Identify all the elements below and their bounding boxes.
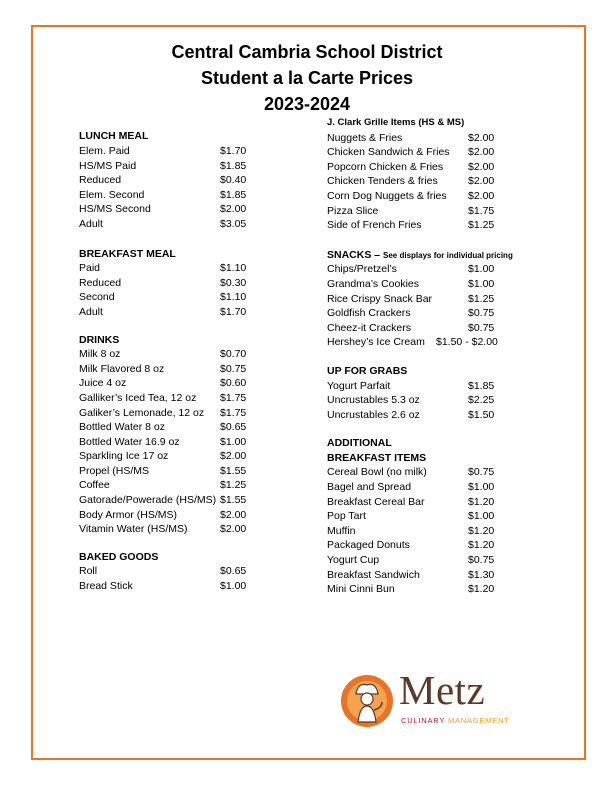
item-price: $2.00 <box>468 189 495 202</box>
item-price: $1.55 <box>220 494 247 507</box>
item-name: Cheez-it Crackers <box>327 321 412 334</box>
list-item <box>79 406 279 421</box>
list-item <box>79 347 279 362</box>
item-name: Corn Dog Nuggets & fries <box>327 189 447 202</box>
item-price: $1.75 <box>468 204 495 217</box>
item-name: Breakfast Sandwich <box>327 568 420 581</box>
item-name: Reduced <box>79 174 122 187</box>
item-name: Gatorade/Powerade (HS/MS) <box>79 494 217 507</box>
item-price: $0.65 <box>220 565 247 578</box>
list-item <box>327 524 547 539</box>
item-name: Uncrustables 2.6 oz <box>327 408 420 421</box>
list-item <box>79 391 279 406</box>
item-price: $1.85 <box>220 159 247 172</box>
item-price: $0.60 <box>220 377 247 390</box>
list-item <box>327 174 547 189</box>
item-name: Sparkling Ice 17 oz <box>79 450 169 463</box>
list-item <box>327 292 547 307</box>
item-name: Milk 8 oz <box>79 348 121 361</box>
list-item <box>79 305 279 320</box>
item-price: $2.00 <box>220 450 247 463</box>
item-price: $2.00 <box>220 523 247 536</box>
page-title: Student a la Carte Prices <box>200 68 414 88</box>
list-item <box>327 408 547 423</box>
left-column <box>79 128 279 594</box>
list-item <box>79 159 279 174</box>
list-item <box>327 306 547 321</box>
item-name: Propel (HS/MS <box>79 464 150 477</box>
list-item <box>79 217 279 232</box>
item-name: Nuggets & Fries <box>327 131 403 144</box>
item-price: $1.00 <box>220 435 247 448</box>
item-price: $1.10 <box>220 291 247 304</box>
item-price: $0.75 <box>468 321 495 334</box>
list-item <box>79 261 279 276</box>
section-title: BAKED GOODS <box>79 550 159 563</box>
list-item <box>327 335 547 350</box>
list-item <box>79 464 279 479</box>
item-name: Coffee <box>79 479 110 492</box>
metz-logo <box>338 667 518 732</box>
item-price: $1.20 <box>468 524 495 537</box>
item-price: $2.00 <box>468 160 495 173</box>
section-title: UP FOR GRABS <box>327 364 408 377</box>
item-name: Galliker’s Iced Tea, 12 oz <box>79 391 197 404</box>
item-name: Bread Stick <box>79 580 133 593</box>
list-item <box>79 522 279 537</box>
list-item <box>327 495 547 510</box>
item-name: Chicken Sandwich & Fries <box>327 146 450 159</box>
item-price: $2.00 <box>468 131 495 144</box>
item-price: $1.00 <box>468 277 495 290</box>
list-item <box>327 465 547 480</box>
item-name: Pizza Slice <box>327 204 379 217</box>
snacks-note: See displays for individual pricing <box>383 250 513 260</box>
list-item <box>327 321 547 336</box>
list-item <box>79 290 279 305</box>
item-price: $1.75 <box>220 406 247 419</box>
list-item <box>327 189 547 204</box>
item-price: $1.85 <box>220 188 247 201</box>
item-price: $0.75 <box>468 554 495 567</box>
item-name: Yogurt Parfait <box>327 379 391 392</box>
item-name: Paid <box>79 262 101 275</box>
item-price: $1.00 <box>468 481 495 494</box>
item-name: Vitamin Water (HS/MS) <box>79 523 188 536</box>
item-price: $1.70 <box>220 305 247 318</box>
logo-wordmark: Metz <box>399 667 486 713</box>
item-name: Chips/Pretzel’s <box>327 263 397 276</box>
list-item <box>327 379 547 394</box>
list-item <box>327 218 547 233</box>
item-price: $1.55 <box>220 464 247 477</box>
item-name: Hershey’s Ice Cream <box>327 336 425 349</box>
item-price: $2.00 <box>220 203 247 216</box>
item-name: HS/MS Paid <box>79 159 137 172</box>
item-name: Juice 4 oz <box>79 377 127 390</box>
item-name: Milk Flavored 8 oz <box>79 362 165 375</box>
item-price: $1.25 <box>220 479 247 492</box>
section-title: ADDITIONAL <box>327 437 392 450</box>
list-item <box>79 493 279 508</box>
item-name: Uncrustables 5.3 oz <box>327 394 420 407</box>
item-name: Packaged Donuts <box>327 539 410 552</box>
item-price: $1.70 <box>220 145 247 157</box>
list-item <box>79 376 279 391</box>
item-name: Muffin <box>327 524 356 537</box>
list-item <box>79 449 279 464</box>
item-name: Elem. Paid <box>79 145 130 157</box>
item-price: $1.00 <box>468 263 495 276</box>
list-item <box>79 508 279 523</box>
item-name: Elem. Second <box>79 188 145 201</box>
item-price: $1.30 <box>468 568 495 581</box>
item-name: Bagel and Spread <box>327 481 412 494</box>
list-item <box>79 188 279 203</box>
list-item <box>327 204 547 219</box>
item-name: Bottled Water 16.9 oz <box>79 435 180 448</box>
district-title: Central Cambria School District <box>171 42 443 62</box>
item-price: $3.05 <box>220 217 247 230</box>
item-price: $2.00 <box>220 508 247 521</box>
item-price: $1.25 <box>468 292 495 305</box>
item-price: $1.10 <box>220 262 247 275</box>
item-price: $1.00 <box>220 580 247 593</box>
item-name: Pop Tart <box>327 510 366 523</box>
item-name: Breakfast Cereal Bar <box>327 495 425 508</box>
list-item <box>327 160 547 175</box>
section-title: BREAKFAST MEAL <box>79 247 176 260</box>
item-price: $1.25 <box>468 219 495 232</box>
section-title <box>327 248 547 263</box>
item-price: $0.70 <box>220 348 247 361</box>
item-price: $1.20 <box>468 539 495 552</box>
list-item <box>327 568 547 583</box>
item-price: $2.25 <box>468 394 495 407</box>
list-item <box>327 480 547 495</box>
list-item <box>327 393 547 408</box>
item-name: Yogurt Cup <box>327 554 380 567</box>
list-item <box>79 420 279 435</box>
list-item <box>79 579 279 594</box>
item-name: Mini Cinni Bun <box>327 583 395 596</box>
item-name: Bottled Water 8 oz <box>79 421 165 434</box>
section-title: DRINKS <box>79 333 120 346</box>
section-title: LUNCH MEAL <box>79 130 149 142</box>
list-item <box>79 564 279 579</box>
list-item <box>327 538 547 553</box>
list-item <box>79 173 279 188</box>
item-name: Adult <box>79 217 103 230</box>
item-price: $2.00 <box>468 175 495 188</box>
list-item <box>79 435 279 450</box>
list-item <box>327 131 547 146</box>
item-name: Side of French Fries <box>327 219 422 232</box>
list-item <box>327 277 547 292</box>
item-price: $1.50 - $2.00 <box>436 336 498 349</box>
item-price: $0.75 <box>468 307 495 320</box>
item-price: $2.00 <box>468 146 495 159</box>
section-title: J. Clark Grille Items (HS & MS) <box>327 117 465 128</box>
list-item <box>79 202 279 217</box>
item-name: Chicken Tenders & fries <box>327 175 438 188</box>
school-year: 2023-2024 <box>263 94 351 114</box>
item-name: Rice Crispy Snack Bar <box>327 292 433 305</box>
list-item <box>79 362 279 377</box>
item-price: $1.20 <box>468 583 495 596</box>
snacks-title: SNACKS – <box>327 248 384 261</box>
item-price: $1.20 <box>468 495 495 508</box>
item-name: Body Armor (HS/MS) <box>79 508 178 521</box>
right-column <box>327 116 547 597</box>
item-name: Popcorn Chicken & Fries <box>327 160 444 173</box>
logo-tagline: CULINARY MANAGEMENT <box>401 716 510 725</box>
item-price: $0.75 <box>468 466 495 479</box>
item-price: $1.85 <box>468 379 495 392</box>
item-name: Second <box>79 291 115 304</box>
item-name: Galiker’s Lemonade, 12 oz <box>79 406 205 419</box>
item-name: Roll <box>79 565 98 578</box>
list-item <box>327 145 547 160</box>
item-price: $1.75 <box>220 391 247 404</box>
item-name: Reduced <box>79 276 122 289</box>
list-item <box>327 553 547 568</box>
list-item <box>327 509 547 524</box>
list-item <box>327 262 547 277</box>
item-name: Goldfish Crackers <box>327 307 411 320</box>
section-title: BREAKFAST ITEMS <box>327 451 427 464</box>
list-item <box>327 582 547 597</box>
item-price: $0.75 <box>220 362 247 375</box>
list-item <box>79 478 279 493</box>
item-name: Cereal Bowl (no milk) <box>327 466 427 479</box>
item-name: Grandma’s Cookies <box>327 277 420 290</box>
item-price: $1.50 <box>468 408 495 421</box>
list-item <box>79 144 279 159</box>
item-price: $0.65 <box>220 421 247 434</box>
item-name: HS/MS Second <box>79 203 151 216</box>
list-item <box>79 276 279 291</box>
item-price: $1.00 <box>468 510 495 523</box>
chef-icon <box>338 672 396 730</box>
item-name: Adult <box>79 305 103 318</box>
item-price: $0.40 <box>220 174 247 187</box>
item-price: $0.30 <box>220 276 247 289</box>
